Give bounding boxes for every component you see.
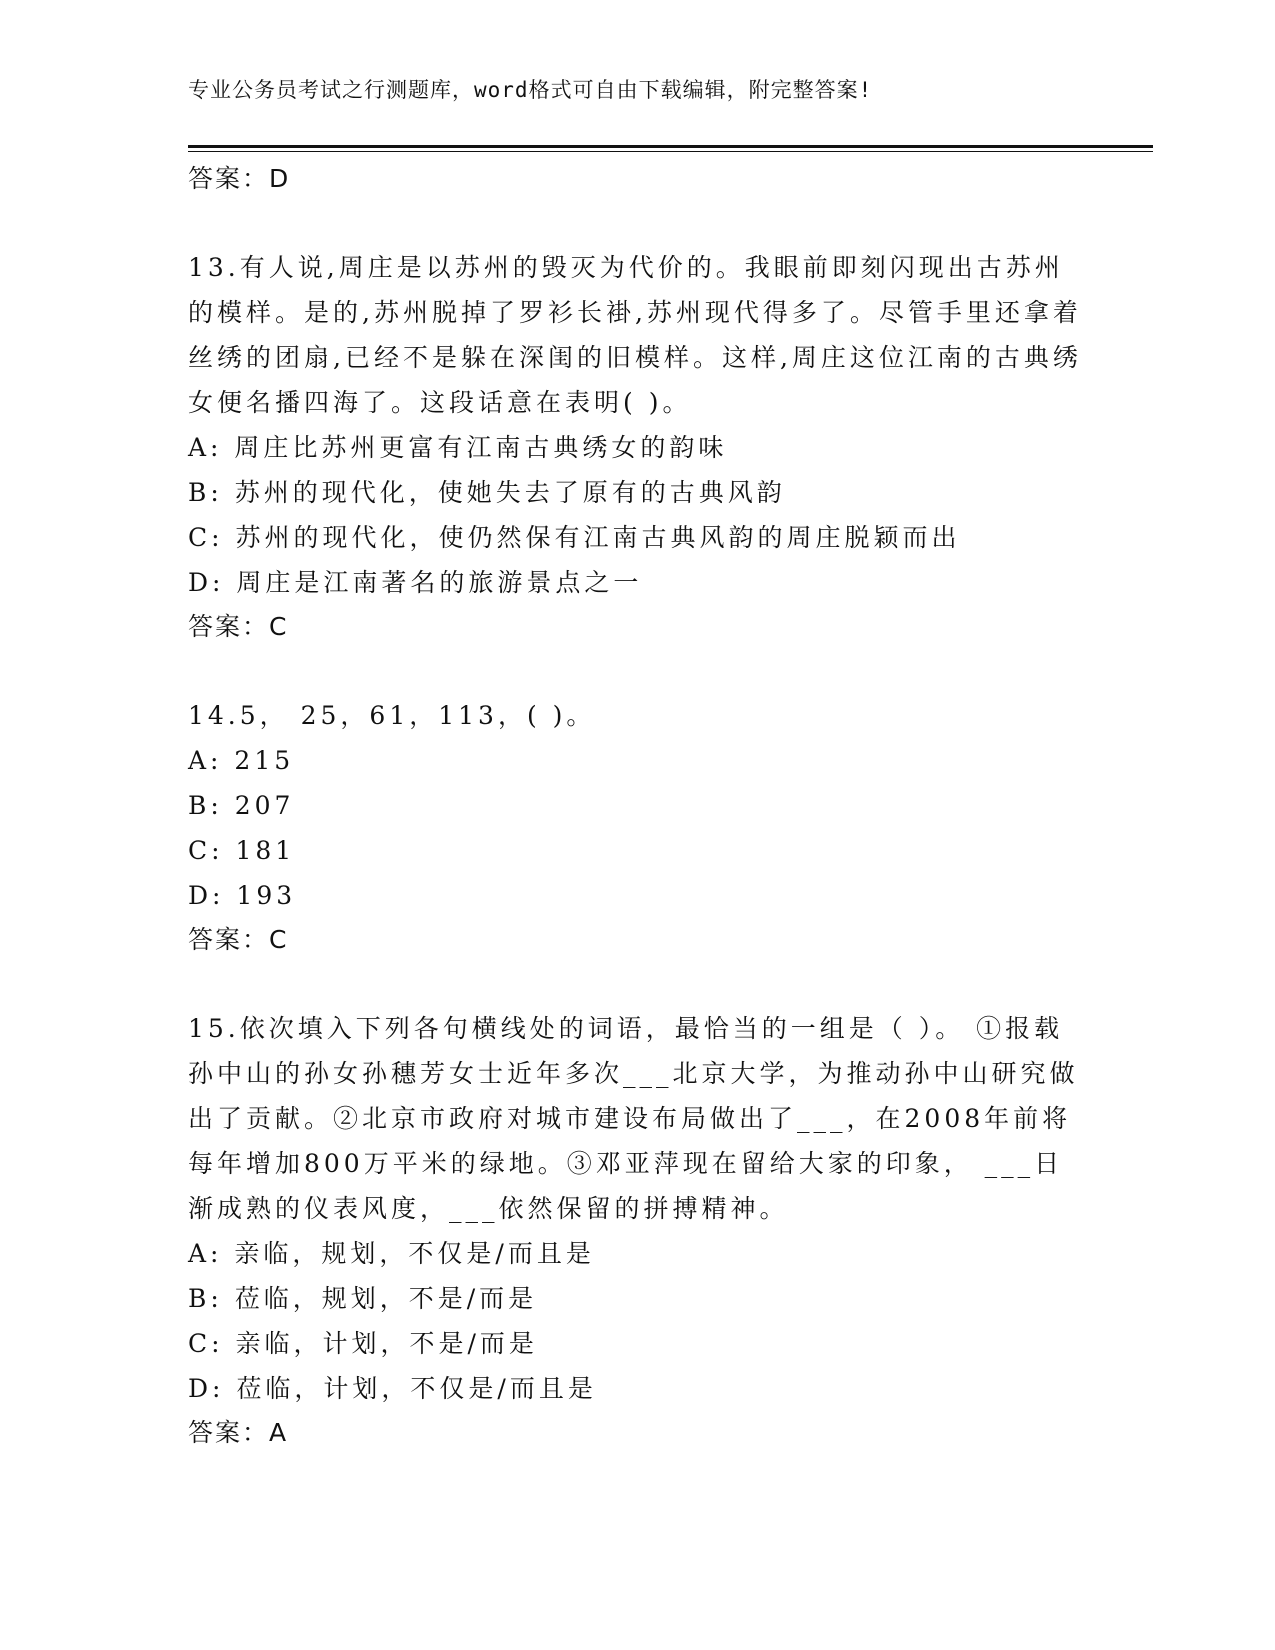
header-rule-thick: [188, 145, 1153, 148]
question-list: [188, 157, 1088, 1455]
option-a: A: 周庄比苏州更富有江南古典绣女的韵味: [188, 433, 728, 462]
question-stem: 14.5， 25，61，113，( )。: [188, 701, 596, 730]
question-13: [188, 245, 1088, 649]
option-b: B: 苏州的现代化，使她失去了原有的古典风韵: [188, 478, 786, 507]
question-14: [188, 693, 1088, 962]
option-b: B: 207: [188, 791, 295, 820]
question-15: [188, 1006, 1088, 1455]
page-header: 专业公务员考试之行测题库，word格式可自由下载编辑，附完整答案!: [188, 78, 873, 102]
option-d: D: 193: [188, 881, 297, 910]
answer-line: 答案：C: [188, 925, 289, 954]
option-c: C: 181: [188, 836, 296, 865]
previous-answer: 答案：D: [188, 164, 291, 193]
answer-line: 答案：A: [188, 1418, 289, 1447]
header-rule-thin: [188, 151, 1153, 152]
option-c: C: 亲临，计划，不是/而是: [188, 1329, 538, 1358]
option-b: B: 莅临，规划，不是/而是: [188, 1284, 538, 1313]
option-c: C: 苏州的现代化，使仍然保有江南古典风韵的周庄脱颖而出: [188, 523, 961, 552]
option-a: A: 215: [188, 746, 295, 775]
option-a: A: 亲临，规划，不仅是/而且是: [188, 1239, 595, 1268]
option-d: D: 莅临，计划，不仅是/而且是: [188, 1374, 597, 1403]
question-stem: 13.有人说,周庄是以苏州的毁灭为代价的。我眼前即刻闪现出古苏州的模样。是的,苏州脱掉了罗衫长褂,苏州现代得多了。尽管手里还拿着丝绣的团扇,已经不是躲在深闺的旧模样。这样,周庄这位江南的古典绣女便名播四海了。这段话意在表明( )。: [188, 253, 1082, 417]
answer-line: 答案：C: [188, 612, 289, 641]
option-d: D: 周庄是江南著名的旅游景点之一: [188, 568, 643, 597]
question-stem: 15.依次填入下列各句横线处的词语，最恰当的一组是（ ）。 ①报载孙中山的孙女孙穗芳女士近年多次___北京大学，为推动孙中山研究做出了贡献。②北京市政府对城市建设布局做出了___，在2008年前将每年增加800万平米的绿地。③邓亚萍现在留给大家的印象， ___日渐成熟的仪表风度，___依然保留的拼搏精神。: [188, 1014, 1079, 1223]
